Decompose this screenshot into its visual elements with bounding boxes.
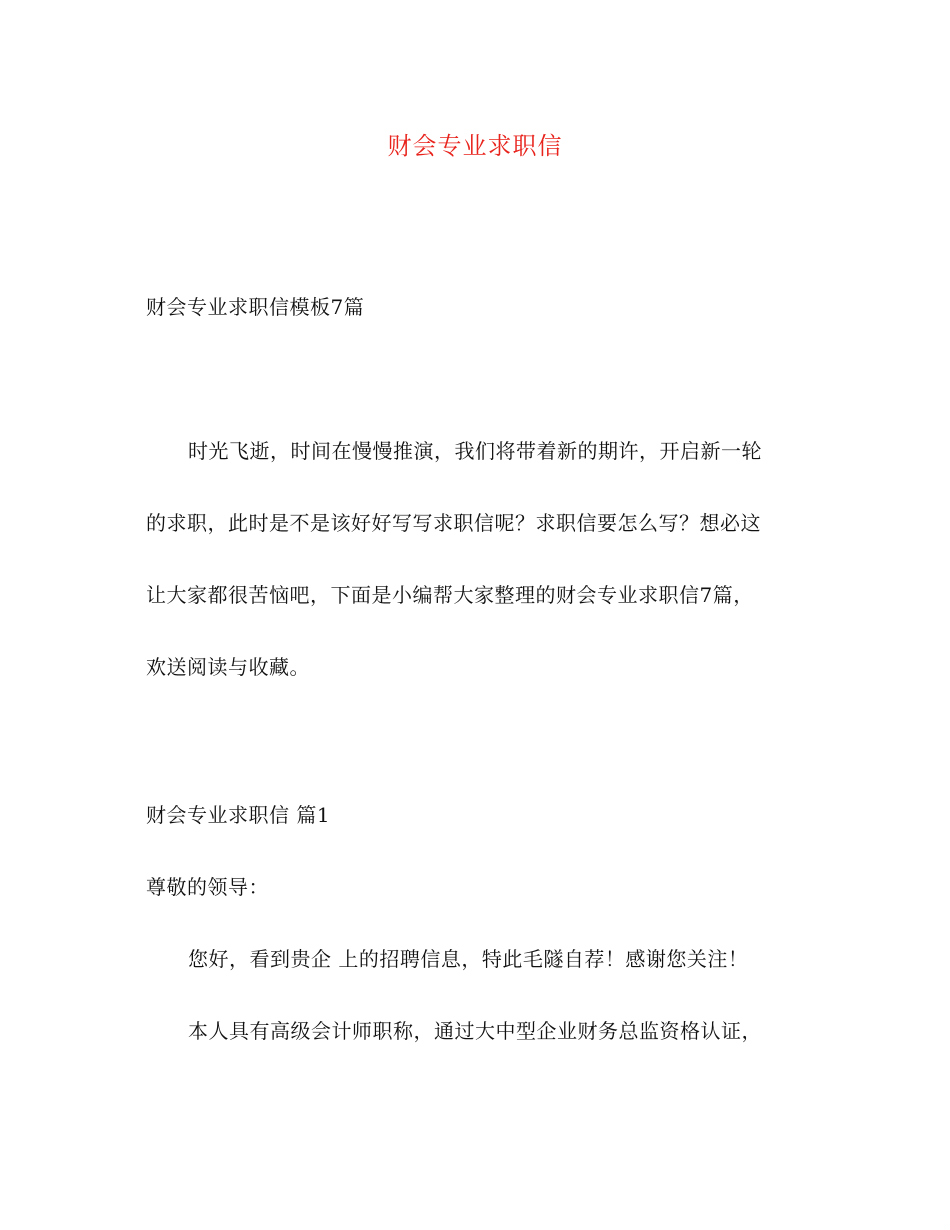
- intro-line-2: 的求职，此时是不是该好好写写求职信呢？求职信要怎么写？想必这: [146, 511, 761, 535]
- body-line-1: 您好，看到贵企 上的招聘信息，特此毛隧自荐！感谢您关注！: [188, 947, 749, 971]
- intro-line-4: 欢送阅读与收藏。: [146, 655, 310, 679]
- intro-line-1: 时光飞逝，时间在慢慢推演，我们将带着新的期许，开启新一轮: [188, 439, 762, 463]
- intro-line-3: 让大家都很苦恼吧，下面是小编帮大家整理的财会专业求职信7篇，: [146, 583, 754, 607]
- document-title: 财会专业求职信: [387, 132, 563, 160]
- section-heading: 财会专业求职信 篇1: [146, 803, 331, 827]
- body-line-2: 本人具有高级会计师职称，通过大中型企业财务总监资格认证，: [188, 1019, 762, 1043]
- salutation: 尊敬的领导：: [146, 875, 269, 899]
- document-subtitle: 财会专业求职信模板7篇: [146, 295, 365, 319]
